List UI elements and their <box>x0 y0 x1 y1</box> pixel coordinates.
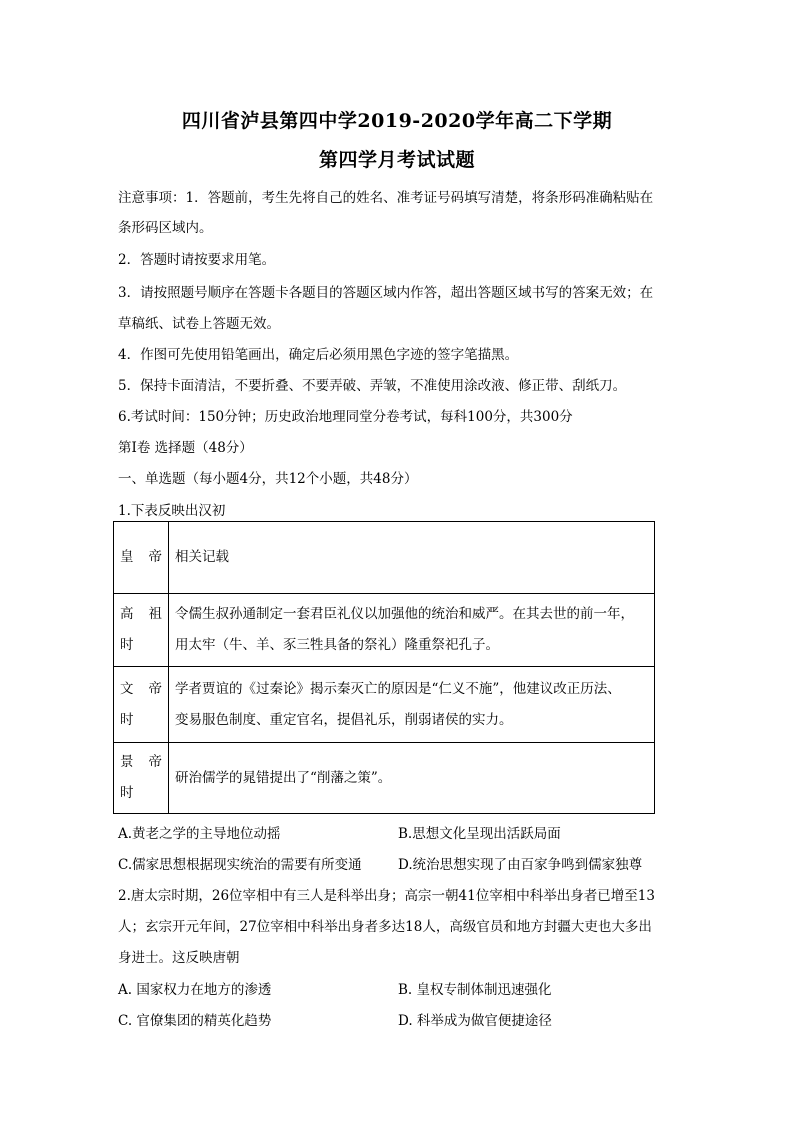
record-line: 令儒生叔孙通制定一套君臣礼仪以加强他的统治和威严。在其去世的前一年， <box>175 606 634 622</box>
section-part-heading: 第Ⅰ卷 选择题（48分） <box>118 440 253 456</box>
emperor-name: 文 帝 <box>120 680 162 697</box>
question-1-stem: 1.下表反映出汉初 <box>118 503 226 519</box>
record-cell <box>169 594 655 667</box>
q1-option-c[interactable]: C.儒家思想根据现实统治的需要有所变通 <box>118 857 362 873</box>
notice-line-1a: 注意事项：1．答题前，考生先将自己的姓名、准考证号码填写清楚，将条形码准确粘贴在 <box>118 190 654 206</box>
emperor-cell <box>114 743 169 814</box>
notice-line-1b: 条形码区域内。 <box>118 220 213 236</box>
header-records: 相关记载 <box>169 522 655 594</box>
emperor-name: 高 祖 <box>120 606 162 622</box>
notice-line-4: 4．作图可先使用铅笔画出，确定后必须用黑色字迹的签字笔描黑。 <box>118 347 519 363</box>
emperor-cell <box>114 594 169 667</box>
q1-option-d[interactable]: D.统治思想实现了由百家争鸣到儒家独尊 <box>398 857 643 873</box>
emperor-suffix: 时 <box>120 637 134 653</box>
q1-option-a[interactable]: A.黄老之学的主导地位动摇 <box>118 826 281 842</box>
q2-option-d[interactable]: D. 科举成为做官便捷途径 <box>398 1013 552 1029</box>
record-cell <box>169 667 655 743</box>
table-row <box>114 743 655 814</box>
header-emperor: 皇帝 <box>114 522 169 594</box>
emperor-suffix: 时 <box>120 711 134 728</box>
record-line: 用太牢（牛、羊、豕三牲具备的祭礼）隆重祭祀孔子。 <box>175 637 499 653</box>
q2-option-c[interactable]: C. 官僚集团的精英化趋势 <box>118 1013 272 1029</box>
emperor-suffix: 时 <box>120 785 134 801</box>
record-cell <box>169 743 655 814</box>
section-type-heading: 一、单选题（每小题4分，共12个小题，共48分） <box>118 471 418 487</box>
q1-option-b[interactable]: B.思想文化呈现出活跃局面 <box>398 826 561 842</box>
notice-line-5: 5．保持卡面清洁，不要折叠、不要弄破、弄皱，不准使用涂改液、修正带、刮纸刀。 <box>118 378 627 394</box>
table-row <box>114 667 655 743</box>
exam-title: 四川省泸县第四中学2019-2020学年高二下学期 <box>181 110 613 132</box>
record-line: 研治儒学的晁错提出了“削藩之策”。 <box>175 769 392 786</box>
record-line: 变易服色制度、重定官名，提倡礼乐，削弱诸侯的实力。 <box>175 711 513 728</box>
record-line: 学者贾谊的《过秦论》揭示秦灭亡的原因是“仁义不施”，他建议改正历法、 <box>175 680 621 697</box>
question-2-stem-line-2: 人；玄宗开元年间，27位宰相中科举出身者多达18人，高级官员和地方封疆大吏也大多出 <box>118 919 652 935</box>
exam-subtitle: 第四学月考试试题 <box>318 149 475 171</box>
notice-line-3b: 草稿纸、试卷上答题无效。 <box>118 316 280 332</box>
table-header-row <box>114 522 655 594</box>
notice-line-6: 6.考试时间：150分钟；历史政治地理同堂分卷考试，每科100分，共300分 <box>118 409 573 425</box>
table-row <box>114 594 655 667</box>
question-2-stem-line-1: 2.唐太宗时期，26位宰相中有三人是科举出身；高宗一朝41位宰相中科举出身者已增至13 <box>118 888 655 904</box>
q2-option-b[interactable]: B. 皇权专制体制迅速强化 <box>398 982 552 998</box>
question-2-stem-line-3: 身进士。这反映唐朝 <box>118 950 240 966</box>
emperor-name: 景 帝 <box>120 754 162 770</box>
emperor-cell <box>114 667 169 743</box>
notice-line-3a: 3．请按照题号顺序在答题卡各题目的答题区域内作答，超出答题区域书写的答案无效；在 <box>118 285 654 301</box>
notice-line-2: 2．答题时请按要求用笔。 <box>118 252 276 268</box>
records-table <box>113 521 655 814</box>
q2-option-a[interactable]: A. 国家权力在地方的渗透 <box>118 982 272 998</box>
